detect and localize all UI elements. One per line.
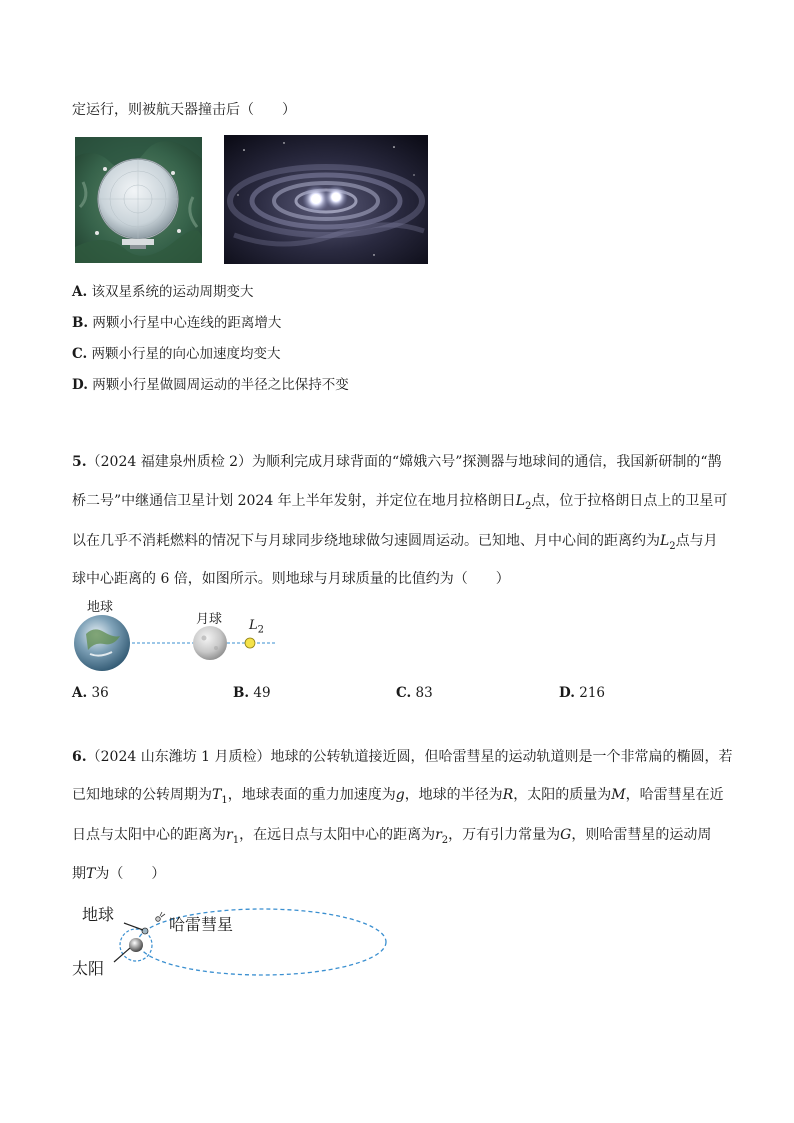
q6-comet-label: 哈雷彗星 (169, 915, 234, 934)
q6-sun-label: 太阳 (72, 959, 105, 978)
q5-number: 5. (72, 454, 87, 470)
q6-number: 6. (72, 749, 87, 765)
q5-option-d[interactable]: D. 216 (559, 685, 606, 701)
q5-option-b[interactable]: B. 49 (233, 685, 271, 701)
q5-option-c[interactable]: C. 83 (396, 685, 433, 701)
q6-line-4: 期T为（ ） (72, 866, 166, 882)
q6-line-2: 已知地球的公转周期为$T_1$，地球表面的重力加速度为g，地球的半径为R，太阳的质量为M，哈雷彗星在近 (72, 787, 724, 806)
q5-l2-label: $L_2$ (249, 618, 265, 636)
q4-option-a[interactable]: A. 该双星系统的运动周期变大 (72, 284, 254, 300)
q4-photo-binary-star (224, 135, 428, 264)
q4-option-b[interactable]: B. 两颗小行星中心连线的距离增大 (72, 315, 282, 331)
q4-photo-telescope (75, 137, 202, 263)
q5-line-1: 5.（2024 福建泉州质检 2）为顺利完成月球背面的“嫦娥六号”探测器与地球间的通信，我国新研制的“鹊 (72, 454, 722, 470)
q5-figure (70, 596, 285, 672)
q6-line-3: 日点与太阳中心的距离为$r_1$，在远日点与太阳中心的距离为$r_2$，万有引力常量为G，则哈雷彗星的运动周 (72, 827, 712, 846)
q5-line-4: 球中心距离的 6 倍，如图所示。则地球与月球质量的比值约为（ ） (72, 571, 510, 587)
q6-line-1: 6.（2024 山东潍坊 1 月质检）地球的公转轨道接近圆，但哈雷彗星的运动轨道则是一个非常扁的椭圆，若 (72, 749, 733, 765)
q6-figure (72, 900, 392, 982)
q5-earth-label: 地球 (87, 600, 114, 615)
q5-line-3: 以在几乎不消耗燃料的情况下与月球同步绕地球做匀速圆周运动。已知地、月中心间的距离约为$L_2$点与月 (72, 533, 718, 552)
q5-line-2: 桥二号”中继通信卫星计划 2024 年上半年发射，并定位在地月拉格朗日$L_2$点，位于拉格朗日点上的卫星可 (72, 493, 728, 512)
q4-stem-tail: 定运行，则被航天器撞击后（ ） (72, 102, 296, 118)
q6-earth-label: 地球 (82, 905, 115, 924)
q4-option-d[interactable]: D. 两颗小行星做圆周运动的半径之比保持不变 (72, 377, 349, 393)
q4-option-c[interactable]: C. 两颗小行星的向心加速度均变大 (72, 346, 281, 362)
q5-moon-label: 月球 (196, 612, 223, 627)
q5-option-a[interactable]: A. 36 (72, 685, 109, 701)
